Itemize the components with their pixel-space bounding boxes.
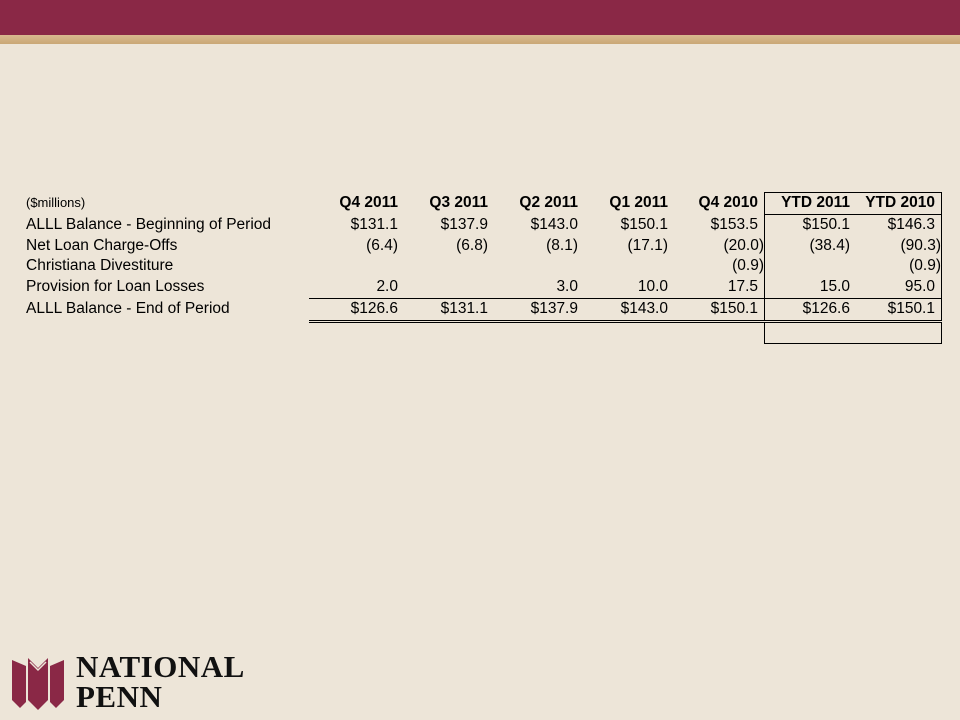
cell-value: $131.1 bbox=[350, 215, 398, 233]
cell-value: $150.1 bbox=[765, 214, 851, 235]
cell-value bbox=[309, 256, 398, 277]
table-row bbox=[26, 236, 942, 257]
row-label: ALLL Balance - Beginning of Period bbox=[26, 215, 272, 233]
cell-value: $126.6 bbox=[765, 298, 851, 321]
cell-value: $137.9 bbox=[488, 298, 578, 321]
row-label: Provision for Loan Losses bbox=[26, 278, 205, 296]
cell-value: $150.1 bbox=[620, 215, 668, 233]
cell-value: $146.3 bbox=[850, 214, 942, 235]
cell-value: (0.9) bbox=[732, 257, 764, 275]
alll-table bbox=[26, 192, 942, 344]
cell-value: 3.0 bbox=[488, 277, 578, 298]
ytd-box-bottom-row bbox=[26, 321, 942, 343]
logo-line-penn: PENN bbox=[76, 679, 163, 714]
cell-value: (6.8) bbox=[456, 236, 488, 254]
cell-value bbox=[765, 256, 851, 277]
cell-value: $143.0 bbox=[530, 215, 578, 233]
col-header-ytd-2010: YTD 2010 bbox=[850, 193, 942, 215]
national-penn-logo bbox=[10, 649, 270, 714]
cell-value: (17.1) bbox=[627, 236, 668, 254]
cell-value: $150.1 bbox=[850, 298, 942, 321]
table-row bbox=[26, 256, 942, 277]
cell-value: $131.1 bbox=[398, 298, 488, 321]
col-header-q3-2011: Q3 2011 bbox=[429, 194, 488, 211]
cell-value: (38.4) bbox=[765, 236, 851, 257]
header-bar bbox=[0, 0, 960, 35]
cell-value bbox=[398, 256, 488, 277]
table-header-row bbox=[26, 193, 942, 215]
cell-value bbox=[578, 256, 668, 277]
cell-value: $150.1 bbox=[668, 298, 765, 321]
table-row bbox=[26, 214, 942, 235]
cell-value: 15.0 bbox=[765, 277, 851, 298]
cell-value: 17.5 bbox=[668, 277, 765, 298]
cell-value bbox=[488, 256, 578, 277]
cell-value: $137.9 bbox=[440, 215, 488, 233]
cell-value: 95.0 bbox=[850, 277, 942, 298]
col-header-q2-2011: Q2 2011 bbox=[519, 194, 578, 211]
cell-value: (20.0) bbox=[723, 236, 764, 254]
cell-value: $143.0 bbox=[578, 298, 668, 321]
row-label: Christiana Divestiture bbox=[26, 257, 174, 275]
table-row bbox=[26, 277, 942, 298]
cell-value: (8.1) bbox=[546, 236, 578, 254]
cell-value: (6.4) bbox=[366, 236, 398, 254]
logo-text bbox=[76, 649, 245, 714]
cell-value: 2.0 bbox=[309, 277, 398, 298]
col-header-q4-2011: Q4 2011 bbox=[339, 194, 398, 211]
tulip-logo-icon bbox=[10, 656, 66, 712]
col-header-ytd-2011: YTD 2011 bbox=[765, 193, 851, 215]
col-header-q1-2011: Q1 2011 bbox=[609, 194, 668, 211]
logo-line-national: NATIONAL bbox=[76, 649, 245, 684]
cell-value: $153.5 bbox=[710, 215, 758, 233]
cell-value: 10.0 bbox=[578, 277, 668, 298]
cell-value: $126.6 bbox=[309, 298, 398, 321]
header-stripe bbox=[0, 35, 960, 44]
row-label: Net Loan Charge-Offs bbox=[26, 236, 178, 254]
table-row-total bbox=[26, 298, 942, 321]
cell-value bbox=[398, 277, 488, 298]
cell-value: (0.9) bbox=[850, 256, 942, 277]
col-header-q4-2010: Q4 2010 bbox=[698, 194, 758, 211]
units-label: ($millions) bbox=[26, 195, 86, 210]
row-label: ALLL Balance - End of Period bbox=[26, 300, 230, 318]
cell-value: (90.3) bbox=[850, 236, 942, 257]
